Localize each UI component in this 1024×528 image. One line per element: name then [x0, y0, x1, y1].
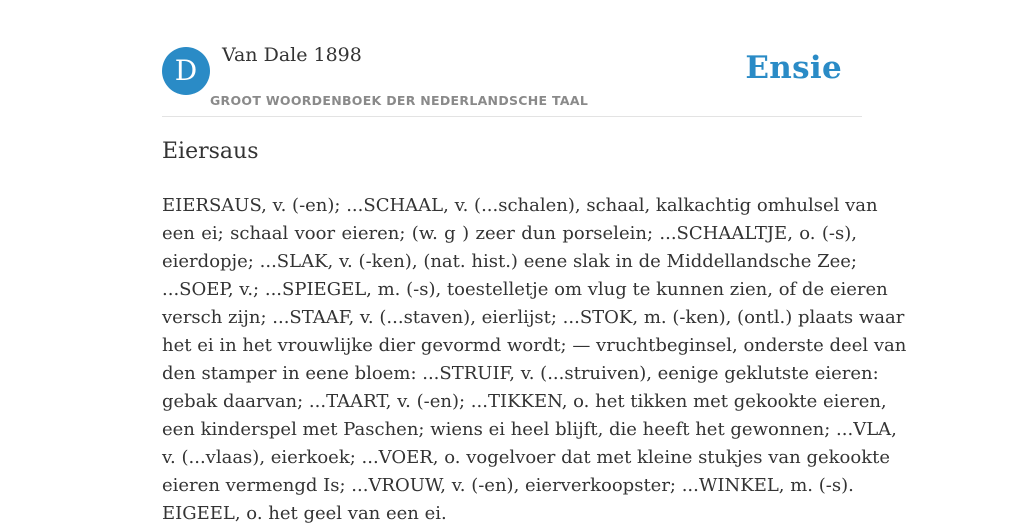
definition-line: den stamper in eene bloem: ...STRUIF, v. (...struiven), eenige geklutste eieren:	[162, 363, 879, 384]
definition-line: een kinderspel met Paschen; wiens ei heel blijft, die heeft het gewonnen; ...VLA,	[162, 419, 897, 440]
definition-line: gebak daarvan; ...TAART, v. (-en); ...TIKKEN, o. het tikken met gekookte eieren,	[162, 391, 887, 412]
definition-line: het ei in het vrouwlijke dier gevormd wordt; — vruchtbeginsel, onderste deel van	[162, 335, 907, 356]
definition-line: ...SOEP, v.; ...SPIEGEL, m. (-s), toestelletje om vlug te kunnen zien, of de eieren	[162, 279, 888, 300]
dictionary-logo-icon[interactable]: D	[162, 47, 210, 95]
definition-line: EIERSAUS, v. (-en); ...SCHAAL, v. (...schalen), schaal, kalkachtig omhulsel van	[162, 195, 878, 216]
definition-line: eierdopje; ...SLAK, v. (-ken), (nat. hist.) eene slak in de Middellandsche Zee;	[162, 251, 857, 272]
entry-definition	[162, 192, 907, 528]
dictionary-header	[162, 0, 862, 117]
dictionary-subtitle: GROOT WOORDENBOEK DER NEDERLANDSCHE TAAL	[210, 93, 589, 108]
definition-line: v. (...vlaas), eierkoek; ...VOER, o. vogelvoer dat met kleine stukjes van gekookte	[162, 447, 890, 468]
ensie-logo[interactable]: Ensie	[745, 50, 842, 86]
definition-line: eieren vermengd Is; ...VROUW, v. (-en), eierverkoopster; ...WINKEL, m. (-s).	[162, 475, 854, 496]
dictionary-title[interactable]: Van Dale 1898	[222, 44, 362, 66]
definition-line: versch zijn; ...STAAF, v. (...staven), eierlijst; ...STOK, m. (-ken), (ontl.) plaats waar	[162, 307, 905, 328]
definition-line: EIGEEL, o. het geel van een ei.	[162, 503, 447, 524]
definition-line: een ei; schaal voor eieren; (w. g ) zeer dun porselein; ...SCHAALTJE, o. (-s),	[162, 223, 857, 244]
entry-title: Eiersaus	[162, 139, 259, 164]
